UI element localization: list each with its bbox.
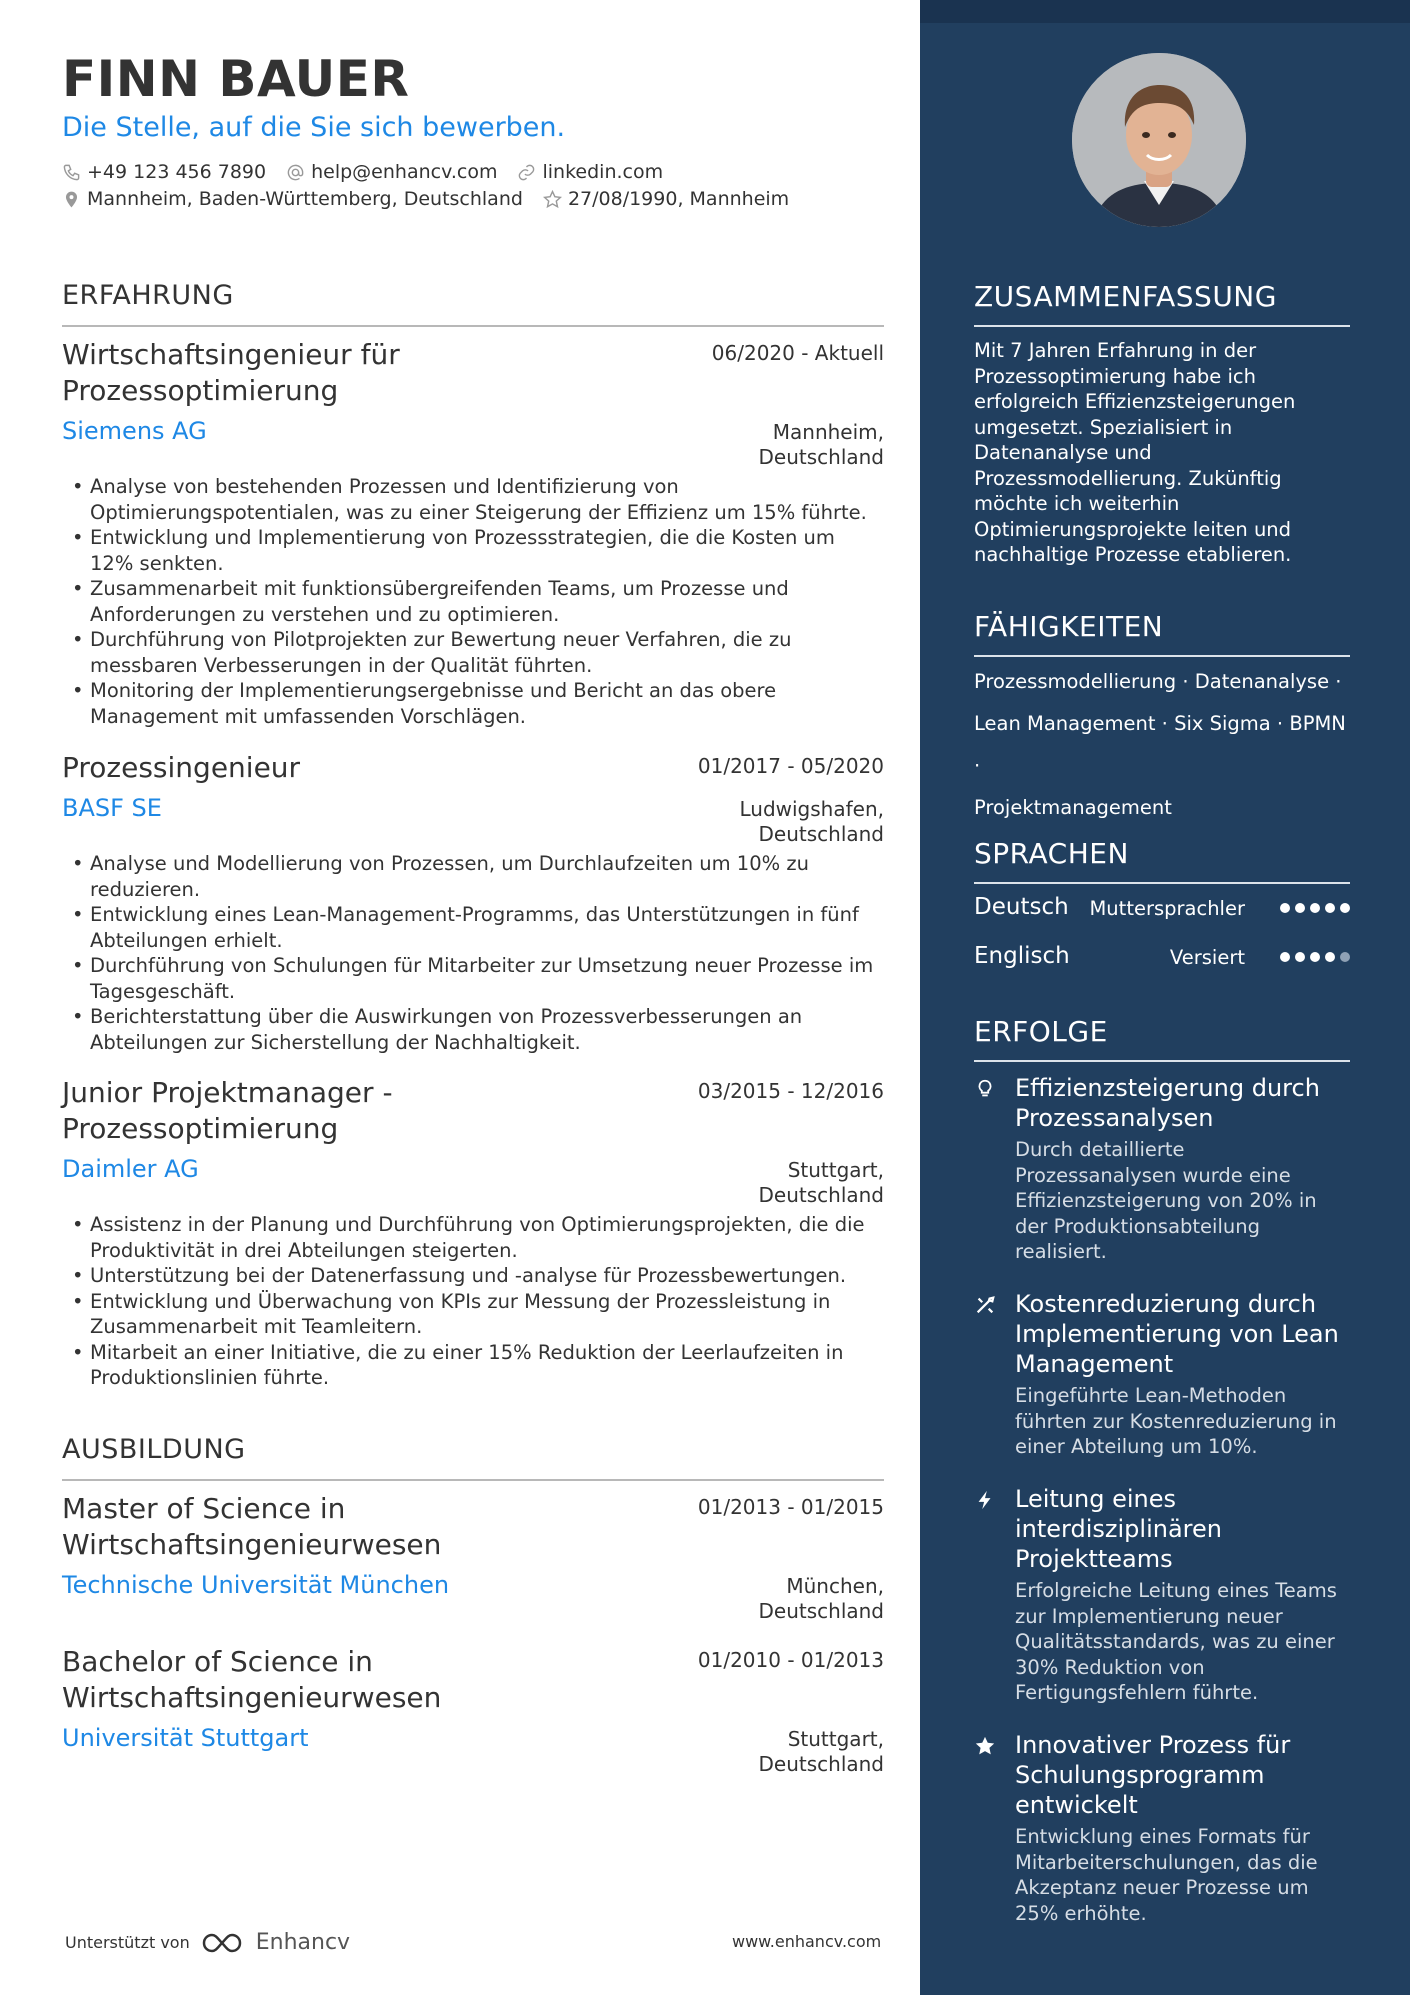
job-country: Deutschland [758,822,884,846]
education-date: 01/2010 - 01/2013 [697,1648,884,1672]
at-icon [286,163,305,182]
bullet-item: • Berichterstattung über die Auswirkungen von Prozessverbesserungen an Abteilungen zur Sicherstellung der Nachhaltigkeit. [62,1004,884,1055]
skills-heading: FÄHIGKEITEN [974,610,1164,643]
bullet-item: • Unterstützung bei der Datenerfassung und -analyse für Prozessbewertungen. [62,1263,884,1289]
achievement-desc: Entwicklung eines Formats für Mitarbeiterschulungen, das die Akzeptanz neuer Prozesse um 25% erhöhte. [1015,1825,1318,1925]
bullet-item: • Durchführung von Pilotprojekten zur Bewertung neuer Verfahren, die zu messbaren Verbesserungen in der Qualität führten. [62,627,884,678]
contact-row-2 [62,188,789,210]
job-country: Deutschland [758,1183,884,1207]
job-city: Ludwigshafen, [739,797,884,821]
languages-divider [974,882,1350,884]
experience-heading: ERFAHRUNG [62,280,234,311]
language-level: Versiert [1169,946,1245,969]
achievement-item [974,1484,1350,1706]
skills-line: Projektmanagement [974,796,1172,819]
rating-dot-filled [1310,903,1320,913]
school-country: Deutschland [758,1599,884,1623]
achievement-title: Effizienzsteigerung durch Prozessanalysen [1015,1074,1320,1132]
job-location [739,797,884,847]
school-name: Universität Stuttgart [62,1724,309,1752]
achievement-desc: Erfolgreiche Leitung eines Teams zur Implementierung neuer Qualitätsstandards, was zu einer 30% Reduktion von Fertigungsfehlern führte. [1015,1579,1337,1704]
bullet-item: • Analyse von bestehenden Prozessen und Identifizierung von Optimierungspotentialen, was zu einer Steigerung der Effizienz um 15% führte. [62,474,884,525]
bolt-icon [974,1489,996,1511]
rating-dot-filled [1295,903,1305,913]
achievement-desc: Eingeführte Lean-Methoden führten zur Kostenreduzierung in einer Abteilung um 10%. [1015,1384,1337,1458]
job-location [759,420,885,470]
job-bullets [62,1212,884,1391]
bullet-item: • Entwicklung eines Lean-Management-Programms, das Unterstützungen in fünf Abteilungen erhielt. [62,902,884,953]
job-title: Wirtschaftsingenieur für Prozessoptimierung [62,338,400,407]
bullet-item: • Zusammenarbeit mit funktionsübergreifenden Teams, um Prozesse und Anforderungen zu verstehen und zu optimieren. [62,576,884,627]
powered-by-text: Unterstützt von [65,1933,190,1952]
achievement-title: Leitung eines interdisziplinären Projektteams [1015,1485,1222,1573]
achievement-title: Kostenreduzierung durch Implementierung von Lean Management [1015,1290,1339,1378]
skills-list [974,661,1350,829]
summary-heading: ZUSAMMENFASSUNG [974,280,1277,313]
language-row [974,894,1350,924]
location-pin-icon [62,190,81,209]
education-entry [62,1491,884,1631]
achievement-item [974,1073,1350,1265]
job-date: 06/2020 - Aktuell [711,341,884,365]
linkedin-text[interactable]: linkedin.com [542,161,664,183]
headline: Die Stelle, auf die Sie sich bewerben. [62,112,566,143]
contact-birth [543,188,789,210]
contact-email[interactable] [286,161,497,183]
star-icon [974,1735,996,1757]
job-city: Mannheim, [772,420,884,444]
language-name: Deutsch [974,894,1069,920]
enhancv-logo[interactable] [200,1930,350,1955]
school-country: Deutschland [758,1752,884,1776]
rating-dot-filled [1310,952,1320,962]
experience-divider [62,325,884,327]
sidebar-top-band [920,0,1410,23]
job-country: Deutschland [758,445,884,469]
contact-phone [62,161,266,183]
language-rating [1280,903,1350,913]
rating-dot-empty [1340,952,1350,962]
language-name: Englisch [974,943,1070,969]
bullet-item: • Mitarbeit an einer Initiative, die zu einer 15% Reduktion der Leerlaufzeiten in Produktionslinien führte. [62,1340,884,1391]
school-city: München, [786,1574,884,1598]
bullet-item: • Assistenz in der Planung und Durchführung von Optimierungsprojekten, die die Produktivität in drei Abteilungen steigerten. [62,1212,884,1263]
achievement-item [974,1730,1350,1926]
education-date: 01/2013 - 01/2015 [697,1495,884,1519]
bullet-item: • Entwicklung und Überwachung von KPIs zur Messung der Prozessleistung in Zusammenarbeit mit Teamleitern. [62,1289,884,1340]
rating-dot-filled [1280,952,1290,962]
language-rating [1280,952,1350,962]
job-date: 01/2017 - 05/2020 [697,754,884,778]
job-company: Siemens AG [62,417,207,445]
birth-text: 27/08/1990, Mannheim [567,188,790,210]
job-entry [62,1075,884,1395]
skills-line: Prozessmodellierung · Datenanalyse · [974,670,1342,693]
job-bullets [62,851,884,1055]
email-text[interactable]: help@enhancv.com [311,161,498,183]
achievement-desc: Durch detaillierte Prozessanalysen wurde eine Effizienzsteigerung von 20% in der Produktionsabteilung realisiert. [1015,1138,1317,1263]
job-location [759,1158,885,1208]
job-entry [62,750,884,1070]
bullet-item: • Monitoring der Implementierungsergebnisse und Bericht an das obere Management mit umfassenden Vorschlägen. [62,678,884,729]
phone-icon [62,163,81,182]
job-bullets [62,474,884,729]
enhancv-logo-icon [200,1931,248,1955]
star-outline-icon [543,190,562,209]
footer-powered-by [65,1930,350,1955]
enhancv-brand-text: Enhancv [255,1930,351,1955]
job-title: Prozessingenieur [62,751,301,784]
language-level: Muttersprachler [1089,897,1245,920]
achievement-item [974,1289,1350,1460]
contact-linkedin[interactable] [517,161,663,183]
job-title: Junior Projektmanager - Prozessoptimierung [62,1076,393,1145]
job-date: 03/2015 - 12/2016 [697,1079,884,1103]
contact-location [62,188,523,210]
education-divider [62,1479,884,1481]
job-city: Stuttgart, [787,1158,884,1182]
achievements-divider [974,1060,1350,1062]
education-heading: AUSBILDUNG [62,1434,246,1465]
location-text: Mannheim, Baden-Württemberg, Deutschland [87,188,523,210]
school-location [759,1727,885,1777]
rating-dot-filled [1325,903,1335,913]
school-name: Technische Universität München [62,1571,450,1599]
education-entry [62,1644,884,1784]
contact-row [62,161,663,183]
phone-text: +49 123 456 7890 [87,161,267,183]
languages-heading: SPRACHEN [974,837,1129,870]
footer-url[interactable]: www.enhancv.com [732,1932,882,1951]
degree-title: Bachelor of Science in Wirtschaftsingenieurwesen [62,1645,442,1714]
rating-dot-filled [1280,903,1290,913]
summary-divider [974,325,1350,327]
lightbulb-icon [974,1078,996,1100]
job-company: Daimler AG [62,1155,199,1183]
rating-dot-filled [1325,952,1335,962]
skills-line: Lean Management · Six Sigma · BPMN · [974,712,1346,777]
achievement-title: Innovativer Prozess für Schulungsprogramm entwickelt [1015,1731,1291,1819]
job-entry [62,337,884,737]
school-city: Stuttgart, [787,1727,884,1751]
summary-text: Mit 7 Jahren Erfahrung in der Prozessoptimierung habe ich erfolgreich Effizienzsteigerungen umgesetzt. Spezialisiert in Datenanalyse und Prozessmodellierung. Zukünftig möchte ich weiterhin Optimierungsprojekte leiten und nachhaltige Prozesse etablieren. [974,339,1296,566]
bullet-item: • Durchführung von Schulungen für Mitarbeiter zur Umsetzung neuer Prozesse im Tagesgeschäft. [62,953,884,1004]
bullet-item: • Entwicklung und Implementierung von Prozessstrategien, die die Kosten um 12% senkten. [62,525,884,576]
rating-dot-filled [1295,952,1305,962]
language-row [974,943,1350,973]
skills-divider [974,655,1350,657]
achievements-heading: ERFOLGE [974,1015,1108,1048]
rating-dot-filled [1340,903,1350,913]
sidebar [920,0,1410,1995]
candidate-name: FINN BAUER [62,50,410,108]
avatar-icon [1072,53,1246,227]
job-company: BASF SE [62,794,162,822]
link-icon [517,163,536,182]
profile-photo [1072,53,1246,227]
bullet-item: • Analyse und Modellierung von Prozessen, um Durchlaufzeiten um 10% zu reduzieren. [62,851,884,902]
school-location [759,1574,885,1624]
tools-icon [974,1294,996,1316]
degree-title: Master of Science in Wirtschaftsingenieurwesen [62,1492,442,1561]
